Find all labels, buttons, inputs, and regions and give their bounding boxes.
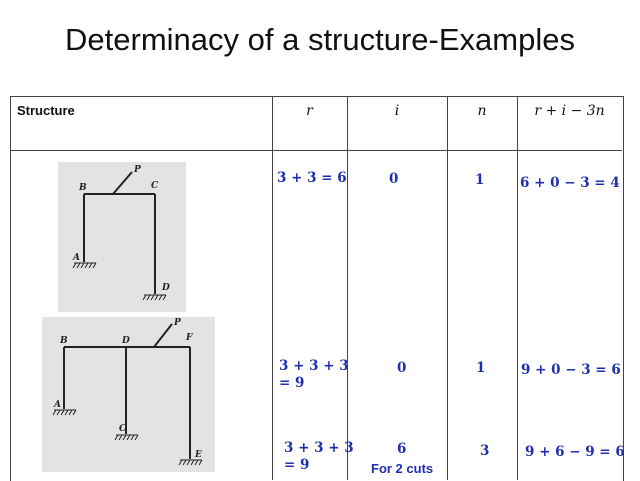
slide-title: Determinacy of a structure-Examples	[65, 22, 575, 57]
row1-r-value: 3 + 3 = 6	[277, 170, 347, 186]
row3-r-value-cont: = 9	[284, 457, 310, 473]
row3-formula-value: 9 + 6 − 9 = 6	[525, 444, 625, 460]
header-i: i	[394, 103, 400, 119]
header-r: r	[306, 103, 313, 119]
joint-label: B	[79, 183, 87, 193]
column-divider	[517, 96, 518, 480]
joint-label: C	[151, 181, 159, 191]
row2-n-value: 1	[476, 360, 486, 376]
portal-frame-figure	[58, 162, 186, 312]
row2-r-value: 3 + 3 + 3	[279, 358, 349, 374]
header-structure: Structure	[17, 103, 75, 118]
support-label: A	[54, 400, 61, 410]
joint-label: F	[186, 333, 193, 343]
row3-i-note: For 2 cuts	[371, 461, 434, 476]
column-divider	[347, 96, 348, 480]
joint-label: B	[60, 336, 68, 346]
row3-r-value: 3 + 3 + 3	[284, 440, 354, 456]
header-formula: r + i − 3n	[534, 103, 605, 119]
load-label: P	[174, 318, 181, 328]
row1-formula-value: 6 + 0 − 3 = 4	[520, 175, 620, 191]
row3-n-value: 3	[480, 443, 490, 459]
support-label: D	[162, 283, 170, 293]
column-divider	[272, 96, 273, 480]
joint-label: D	[122, 336, 130, 346]
support-label: C	[119, 424, 127, 434]
two-bay-frame-figure	[42, 317, 215, 472]
header-n: n	[477, 103, 487, 119]
load-label: P	[134, 165, 141, 175]
support-label: E	[195, 450, 202, 460]
row3-i-value: 6	[397, 441, 407, 457]
row1-n-value: 1	[475, 172, 485, 188]
row2-r-value-cont: = 9	[279, 375, 305, 391]
row1-i-value: 0	[389, 171, 399, 187]
row2-formula-value: 9 + 0 − 3 = 6	[521, 362, 621, 378]
support-label: A	[73, 253, 80, 263]
header-divider	[10, 150, 622, 151]
column-divider	[447, 96, 448, 480]
row2-i-value: 0	[397, 360, 407, 376]
